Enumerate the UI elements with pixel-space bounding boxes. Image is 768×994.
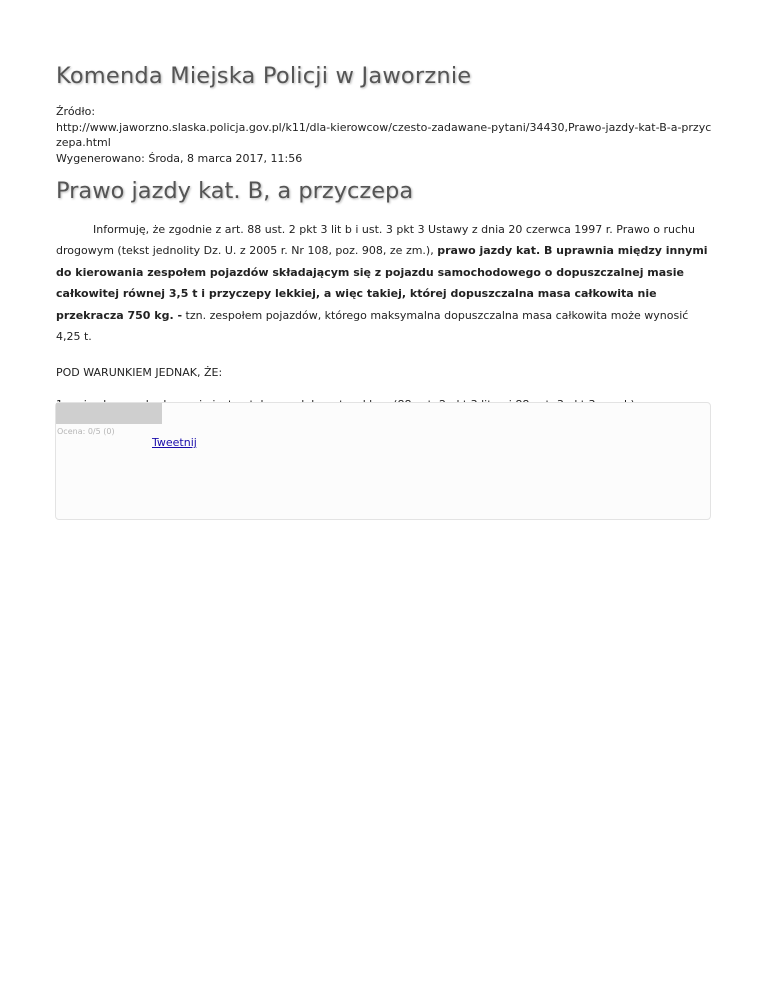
conditions-header: POD WARUNKIEM JEDNAK, ŻE:	[56, 366, 223, 380]
lead-text-2: tzn. zespołem pojazdów, którego maksymalna dopuszczalna masa całkowita może wynosić 4,25 t.	[56, 308, 689, 344]
article-title: Prawo jazdy kat. B, a przyczepa	[56, 178, 414, 204]
lead-bold-text: prawo jazdy kat. B uprawnia między innymi do kierowania zespołem pojazdów składającym się z pojazdu samochodowego o dopuszczalnej masie całkowitej równej 3,5 t i przyczepy lekkiej, a więc takiej, której dopuszczalna masa całkowita nie przekracza 750 kg. -	[56, 244, 708, 322]
source-url: http://www.jaworzno.slaska.policja.gov.pl/k11/dla-kierowcow/czesto-zadawane-pytani/34430,Prawo-jazdy-kat-B-a-przyczepa.html	[56, 120, 712, 149]
page	[0, 0, 768, 432]
rating-panel	[55, 402, 711, 520]
rating-stars[interactable]	[56, 403, 162, 424]
generated-timestamp: Wygenerowano: Środa, 8 marca 2017, 11:56	[56, 151, 303, 165]
site-title: Komenda Miejska Policji w Jaworznie	[56, 63, 472, 89]
tweet-link[interactable]: Tweetnij	[152, 436, 197, 449]
document-meta	[56, 104, 712, 166]
rating-label: Ocena: 0/5 (0)	[57, 427, 115, 436]
source-label: Źródło:	[56, 105, 96, 118]
lead-text-1: Informuję, że zgodnie z art. 88 ust. 2 pkt 3 lit b i ust. 3 pkt 3 Ustawy z dnia 20 czerwca 1997 r. Prawo o ruchu drogowym (tekst jednolity Dz. U. z 2005 r. Nr 108, poz. 908, ze zm.),	[56, 223, 695, 258]
article-lead	[56, 219, 712, 347]
